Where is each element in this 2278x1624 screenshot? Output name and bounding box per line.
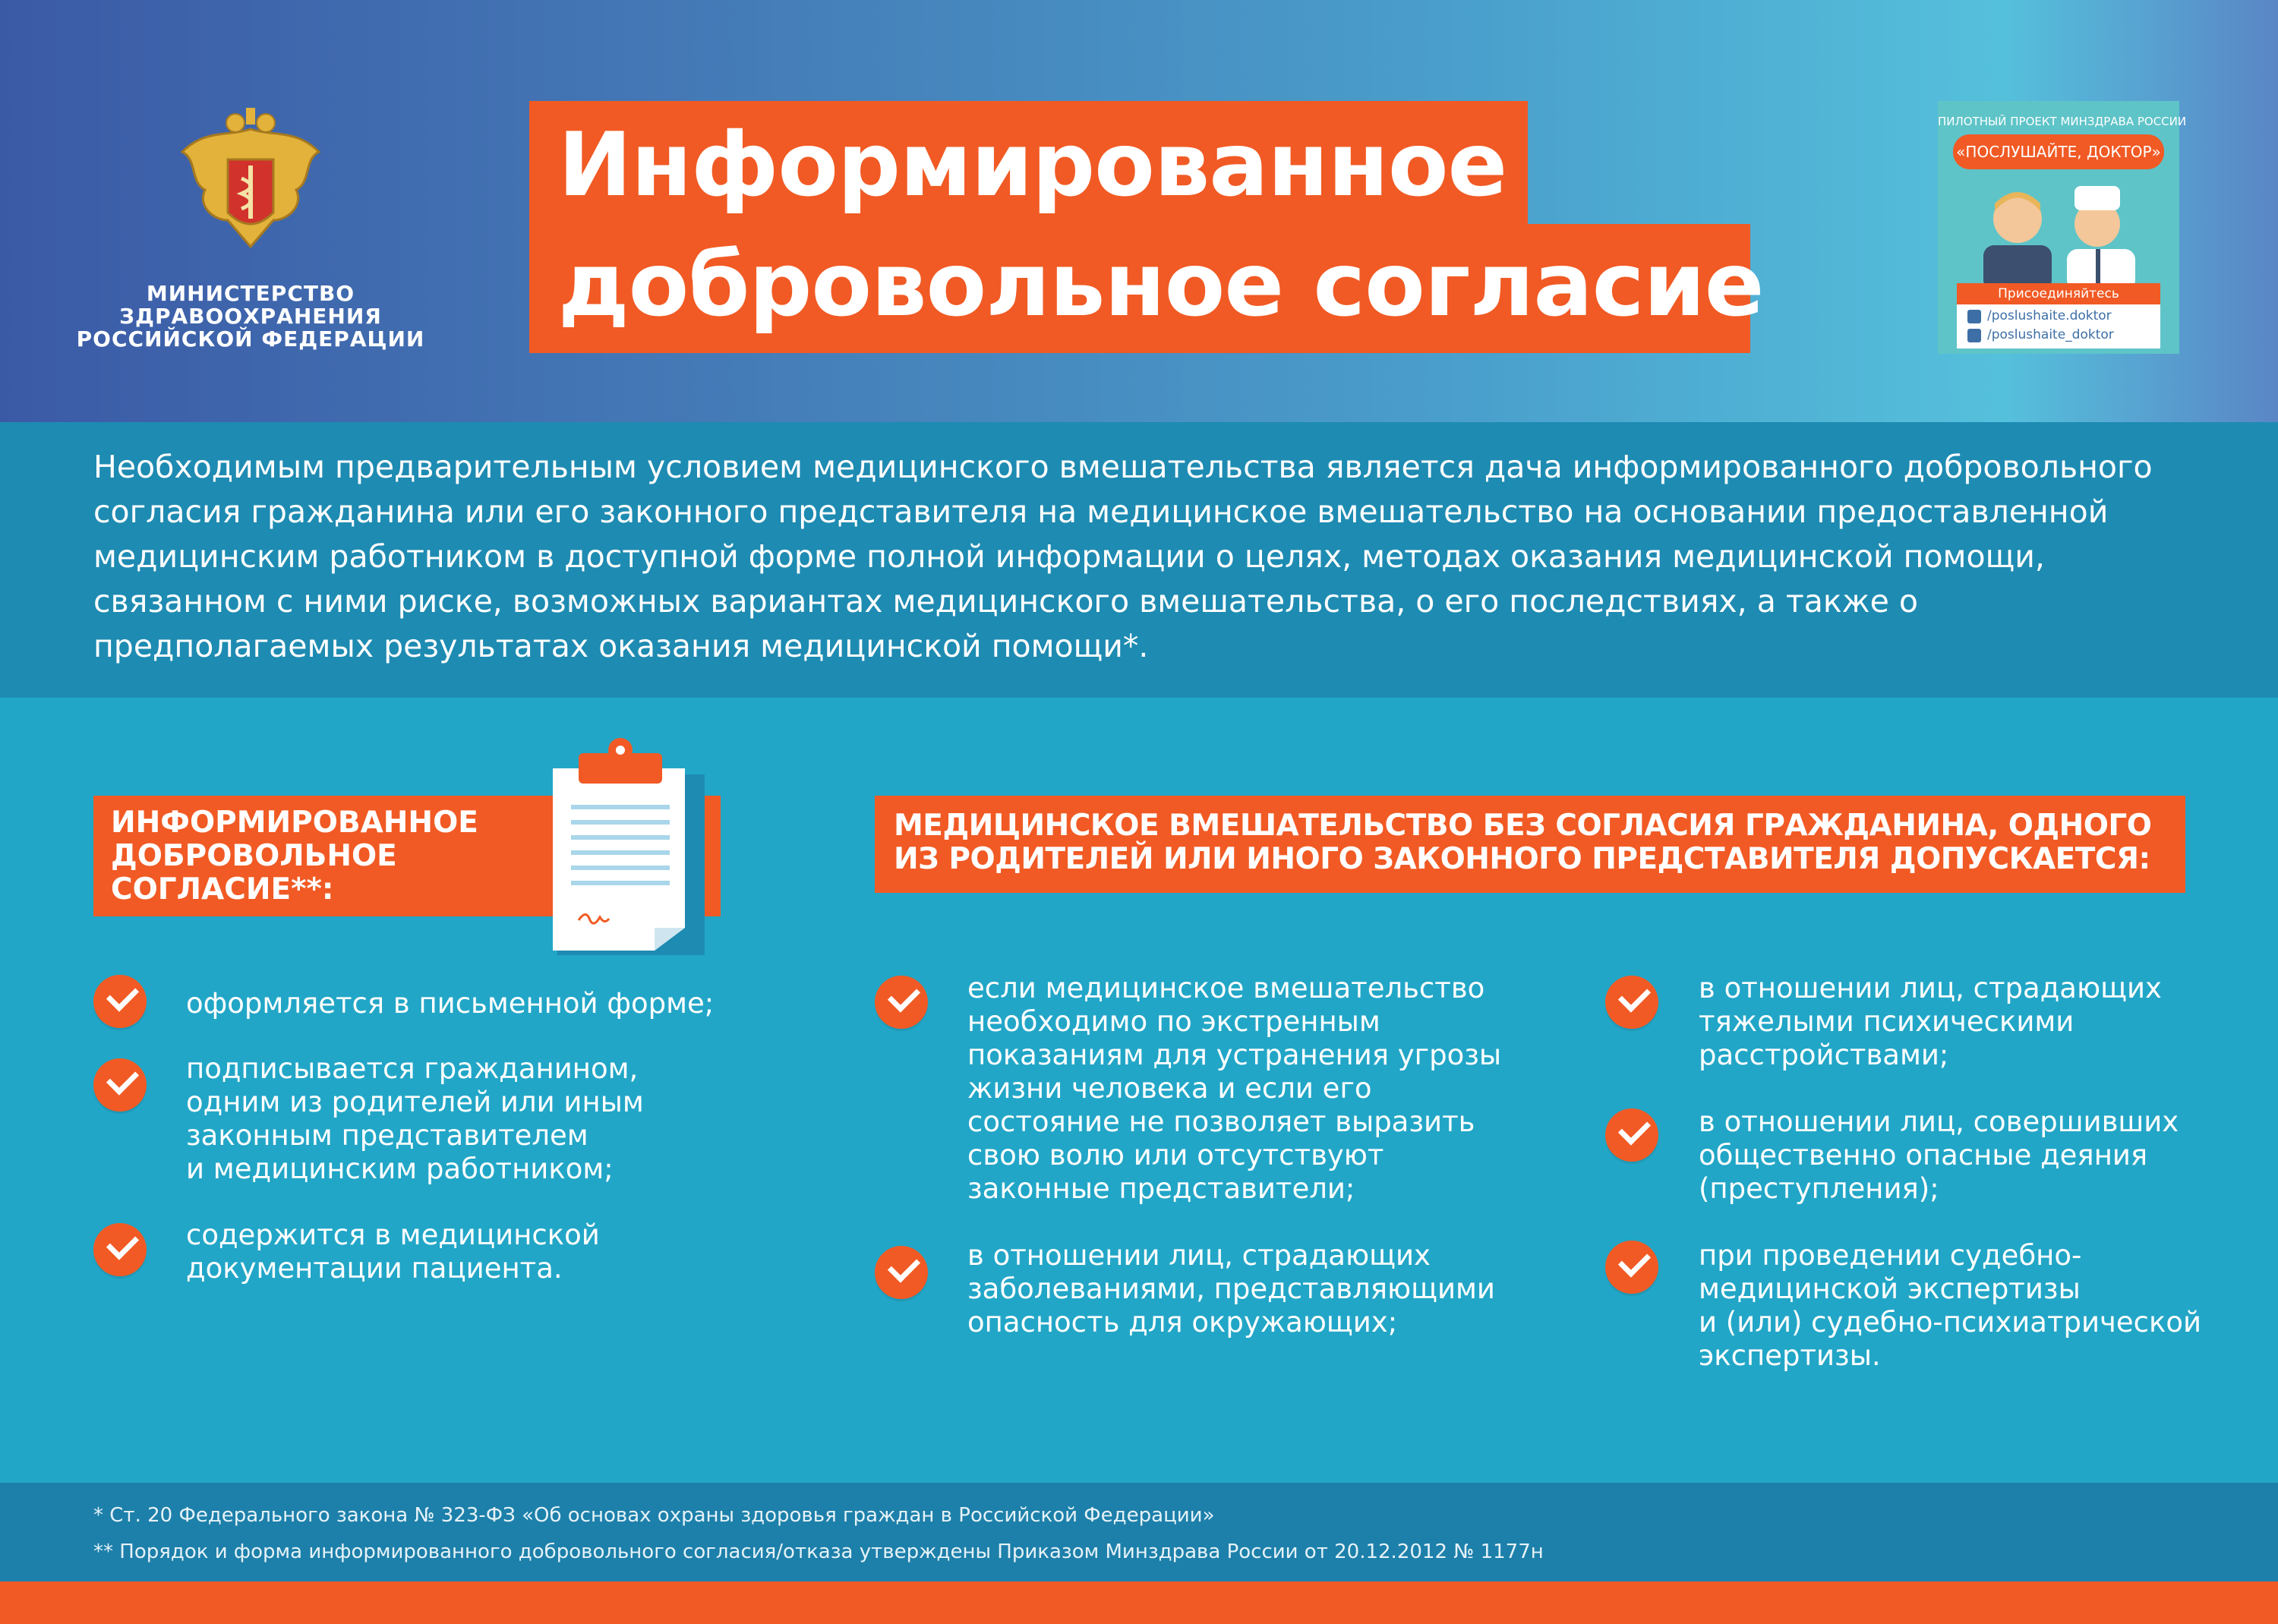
check-icon <box>1605 976 1658 1029</box>
vk-icon <box>1967 329 1981 342</box>
footnote-2: ** Порядок и форма информированного добровольного согласия/отказа утверждены Приказом Минздрава России от 20.12.2012 № 1177н <box>93 1540 1544 1563</box>
check-icon <box>93 975 147 1028</box>
poster-top-text: ПИЛОТНЫЙ ПРОЕКТ МИНЗДРАВА РОССИИ <box>1938 115 2187 128</box>
page-title-line1: Информированное <box>558 114 1507 216</box>
doctor-patient-illustration-icon <box>1961 177 2157 291</box>
project-poster[interactable] <box>1938 101 2187 354</box>
poster-speech-bubble: «ПОСЛУШАЙТЕ, ДОКТОР» <box>1953 134 2164 169</box>
poster-join-label: Присоединяйтесь <box>1957 283 2160 304</box>
ministry-emblem-icon <box>175 106 327 266</box>
check-icon <box>93 1223 147 1276</box>
clipboard-icon <box>548 738 705 955</box>
ministry-name: МИНИСТЕРСТВО ЗДРАВООХРАНЕНИЯ РОССИЙСКОЙ ФЕДЕРАЦИИ <box>76 281 425 352</box>
footnotes <box>0 1483 2278 1581</box>
right-heading: МЕДИЦИНСКОЕ ВМЕШАТЕЛЬСТВО БЕЗ СОГЛАСИЯ ГРАЖДАНИНА, ОДНОГО ИЗ РОДИТЕЛЕЙ ИЛИ ИНОГО ЗАКОННОГО ПРЕДСТАВИТЕЛЯ ДОПУСКАЕТСЯ: <box>894 809 2152 876</box>
facebook-link[interactable]: /poslushaite.doktor <box>1987 308 2112 323</box>
facebook-icon <box>1967 310 1981 323</box>
check-icon <box>875 1246 928 1299</box>
header <box>0 0 2278 422</box>
check-icon <box>1605 1108 1658 1162</box>
bottom-accent-bar <box>0 1581 2278 1624</box>
check-icon <box>1605 1241 1658 1294</box>
poster-social-block <box>1957 283 2160 348</box>
page-title-line2: добровольное согласие <box>558 234 1764 336</box>
check-icon <box>875 976 928 1029</box>
intro-section <box>0 422 2278 698</box>
footnote-1: * Ст. 20 Федерального закона № 323-ФЗ «Об основах охраны здоровья граждан в Российской Федерации» <box>93 1504 1215 1527</box>
left-heading: ИНФОРМИРОВАННОЕ ДОБРОВОЛЬНОЕ СОГЛАСИЕ**: <box>111 806 478 907</box>
intro-text: Необходимым предварительным условием медицинского вмешательства является дача информированного добровольного согласия гражданина или его законного представителя на медицинское вмешательство на основании предоставленной медицинским работником в доступной форме полной информации о целях, методах оказания медицинской помощи, связанном с ними риске, возможных вариантах медицинского вмешательства, о его последствиях, а также о предполагаемых результатах оказания медицинской помощи*. <box>93 449 2153 664</box>
check-icon <box>93 1058 147 1112</box>
vk-link[interactable]: /poslushaite_doktor <box>1987 327 2114 342</box>
